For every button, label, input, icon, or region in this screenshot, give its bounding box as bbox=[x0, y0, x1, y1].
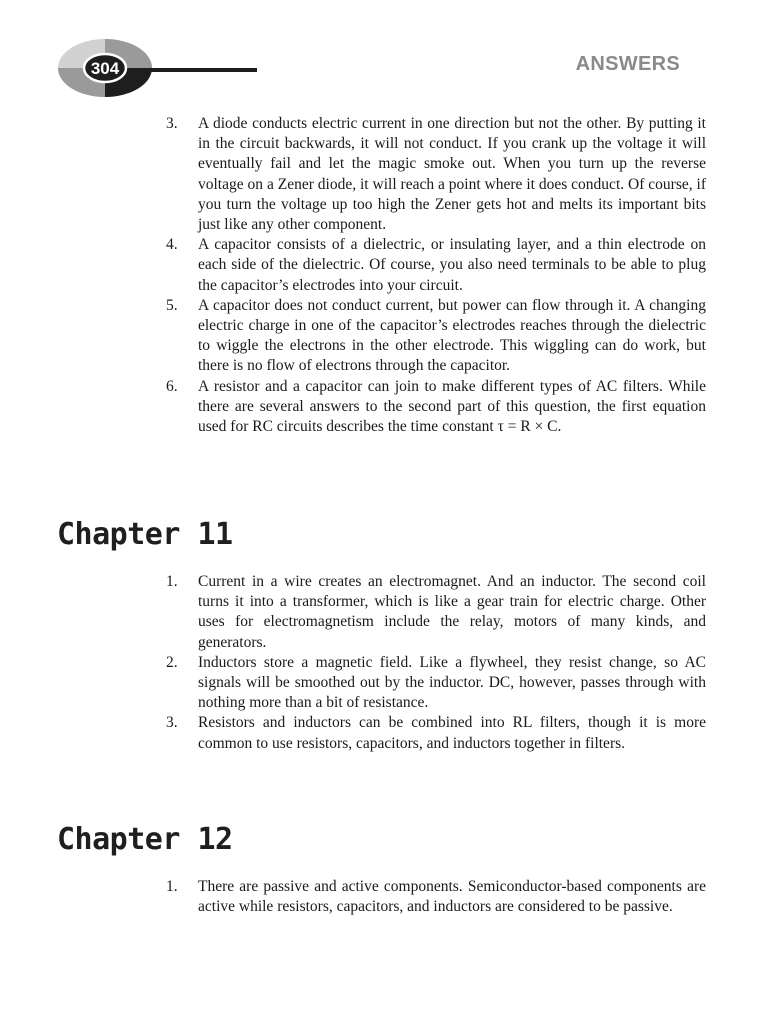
answer-number: 5. bbox=[166, 296, 178, 314]
answer-text: Resistors and inductors can be combined into RL filters, though it is more common to use resistors, capacitors, and inductors together in filters. bbox=[198, 714, 706, 752]
answer-text: A capacitor consists of a dielectric, or insulating layer, and a thin electrode on each side of the dielectric. Of course, you also need terminals to be able to plug the capacitor’s electrodes into your circuit. bbox=[198, 236, 706, 294]
list-item bbox=[166, 572, 706, 653]
answer-number: 1. bbox=[166, 878, 178, 895]
answer-list-chapter-11 bbox=[166, 572, 706, 754]
answer-list-chapter-12 bbox=[166, 877, 706, 917]
list-item bbox=[166, 713, 706, 753]
list-item bbox=[166, 653, 706, 714]
answer-number: 3. bbox=[166, 714, 178, 732]
answer-number: 4. bbox=[166, 236, 178, 254]
answer-text: Current in a wire creates an electromagnet. And an inductor. The second coil turns it into a transformer, which is like a gear train for electric charge. Other uses for electromagnetism include the relay, motors of many kinds, and generators. bbox=[198, 573, 706, 651]
answer-text: There are passive and active components. Semiconductor-based components are active while resistors, capacitors, and inductors are considered to be passive. bbox=[198, 878, 706, 916]
answer-text: Inductors store a magnetic field. Like a flywheel, they resist change, so AC signals will be smoothed out by the inductor. DC, however, passes through with nothing more than a bit of resistance. bbox=[198, 653, 706, 712]
answer-number: 2. bbox=[166, 653, 178, 671]
page-badge-graphic bbox=[58, 38, 258, 98]
answer-number: 3. bbox=[166, 115, 178, 132]
running-head: ANSWERS bbox=[575, 53, 680, 75]
list-item bbox=[166, 114, 706, 235]
answer-number: 1. bbox=[166, 573, 178, 590]
chapter-heading: Chapter 11 bbox=[57, 517, 233, 552]
answer-list-continued bbox=[166, 114, 706, 437]
list-item bbox=[166, 296, 706, 377]
list-item bbox=[166, 377, 706, 438]
page-number-badge bbox=[58, 38, 258, 98]
answer-text: A diode conducts electric current in one direction but not the other. By putting it in the circuit backwards, it will not conduct. If you crank up the voltage it will eventually fail and let the magic smoke out. When you turn up the reverse voltage on a Zener diode, it will reach a point where it does conduct. Of course, if you turn the voltage up too high the Zener gets hot and melts its important bits just like any other component. bbox=[198, 115, 706, 234]
chapter-heading: Chapter 12 bbox=[57, 822, 233, 857]
list-item bbox=[166, 235, 706, 296]
page-number: 304 bbox=[90, 59, 120, 78]
list-item bbox=[166, 877, 706, 917]
answer-number: 6. bbox=[166, 377, 178, 395]
answer-text: A resistor and a capacitor can join to make different types of AC filters. While there are several answers to the second part of this question, the first equation used for RC circuits describes the time constant τ = R × C. bbox=[198, 377, 706, 436]
answer-text: A capacitor does not conduct current, but power can flow through it. A changing electric charge in one of the capacitor’s electrodes reaches through the dielectric to wiggle the electrons in the other electrode. This wiggling can do work, but there is no flow of electrons through the capacitor. bbox=[198, 296, 706, 375]
